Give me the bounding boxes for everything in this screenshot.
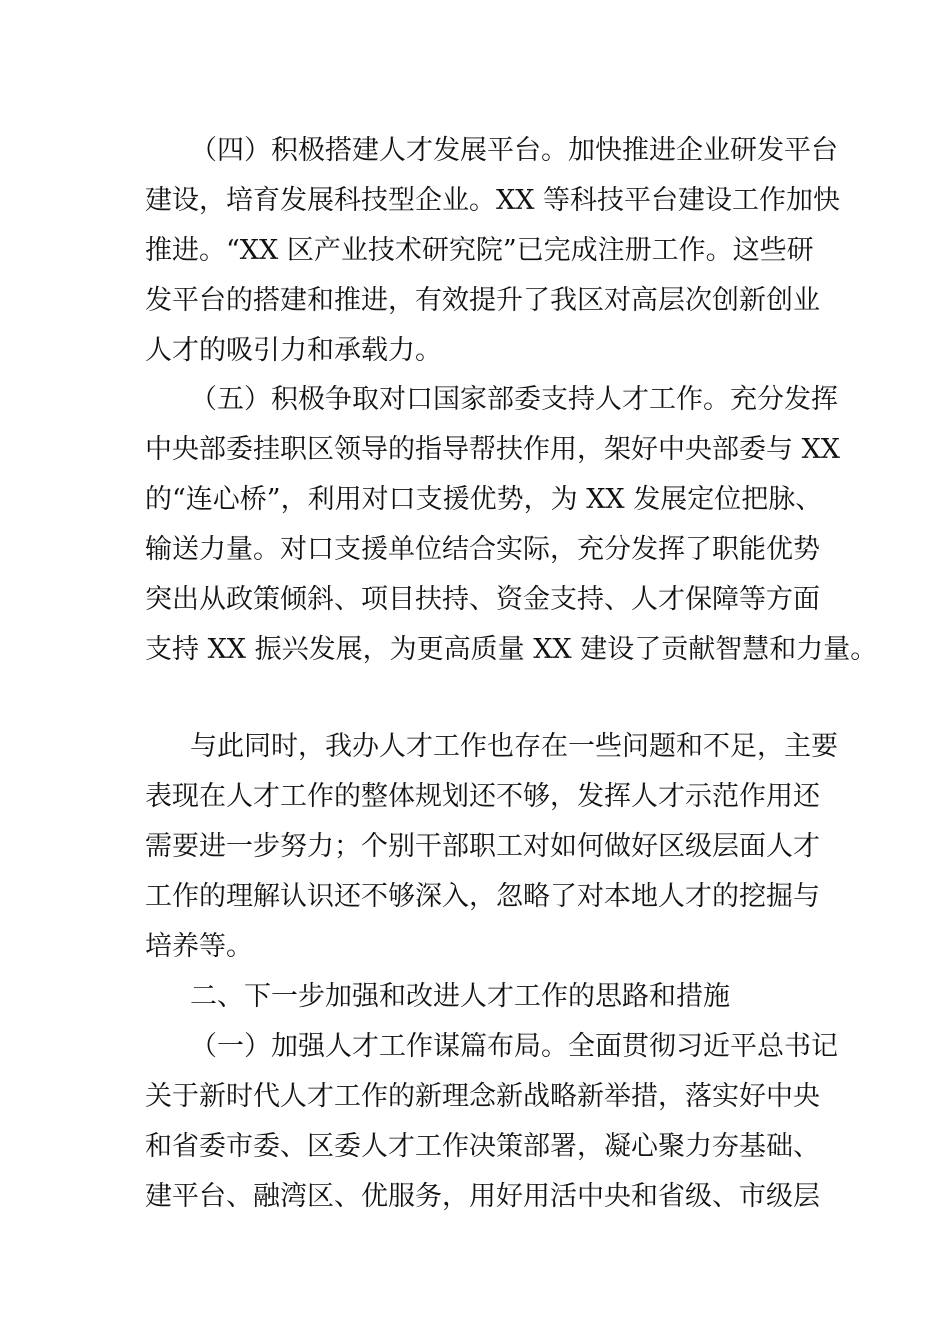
paragraph-4-line-5: 人才的吸引力和承载力。 xyxy=(145,335,442,366)
measure-1-line-3: 和省委市委、区委人才工作决策部署，凝心聚力夯基础、 xyxy=(145,1131,820,1162)
paragraph-4-line-1: （四）积极搭建人才发展平台。加快推进企业研发平台 xyxy=(190,135,838,166)
paragraph-5-line-6: 支持 XX 振兴发展，为更高质量 XX 建设了贡献智慧和力量。 xyxy=(145,634,878,665)
paragraph-4-line-3: 推进。“XX 区产业技术研究院”已完成注册工作。这些研 xyxy=(145,235,814,266)
paragraph-5-line-5: 突出从政策倾斜、项目扶持、资金支持、人才保障等方面 xyxy=(145,584,820,615)
problems-line-4: 工作的理解认识还不够深入，忽略了对本地人才的挖掘与 xyxy=(145,881,820,912)
paragraph-4-line-2: 建设，培育发展科技型企业。XX 等科技平台建设工作加快 xyxy=(145,185,841,216)
paragraph-5-line-2: 中央部委挂职区领导的指导帮扶作用，架好中央部委与 XX xyxy=(145,434,841,465)
problems-line-2: 表现在人才工作的整体规划还不够，发挥人才示范作用还 xyxy=(145,781,820,812)
problems-line-1: 与此同时，我办人才工作也存在一些问题和不足，主要 xyxy=(190,731,838,762)
paragraph-4-line-4: 发平台的搭建和推进，有效提升了我区对高层次创新创业 xyxy=(145,285,820,316)
paragraph-5-line-4: 输送力量。对口支援单位结合实际，充分发挥了职能优势 xyxy=(145,534,820,565)
measure-1-line-1: （一）加强人才工作谋篇布局。全面贯彻习近平总书记 xyxy=(190,1031,838,1062)
paragraph-5-line-1: （五）积极争取对口国家部委支持人才工作。充分发挥 xyxy=(190,384,838,415)
measure-1-line-2: 关于新时代人才工作的新理念新战略新举措，落实好中央 xyxy=(145,1081,820,1112)
problems-line-3: 需要进一步努力；个别干部职工对如何做好区级层面人才 xyxy=(145,831,820,862)
measure-1-line-4: 建平台、融湾区、优服务，用好用活中央和省级、市级层 xyxy=(145,1181,820,1212)
paragraph-5-line-3: 的“连心桥”，利用对口支援优势，为 XX 发展定位把脉、 xyxy=(145,484,823,515)
section-2-heading: 二、下一步加强和改进人才工作的思路和措施 xyxy=(190,981,730,1012)
problems-line-5: 培养等。 xyxy=(145,931,253,962)
